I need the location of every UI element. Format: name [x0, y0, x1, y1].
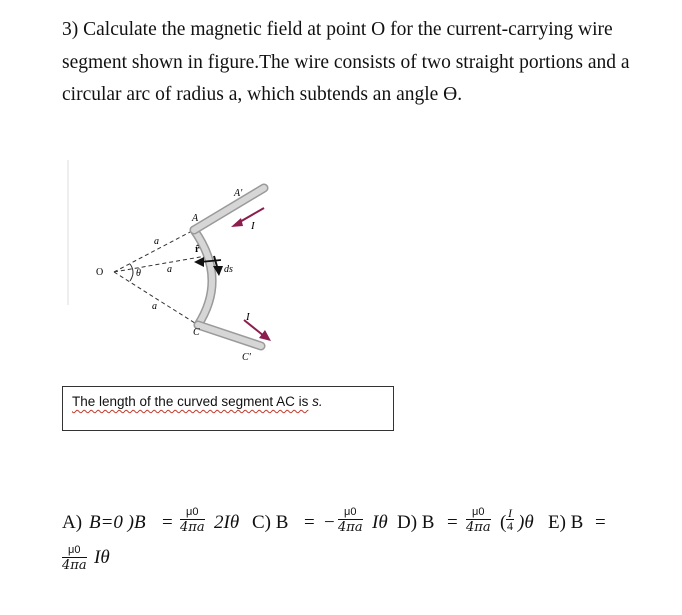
- caption-box: [62, 386, 394, 431]
- choice-e-label: E) B: [548, 512, 584, 533]
- wire-diagram: [66, 160, 326, 370]
- choice-b-fraction: [180, 505, 205, 536]
- choice-d-den: 4πa: [466, 520, 491, 535]
- current-arrowhead-bottom: [259, 330, 271, 341]
- label-c-point: C: [193, 327, 200, 338]
- choice-b-eq: =: [162, 512, 173, 533]
- caption-text: The length of the curved segment AC is: [72, 394, 309, 409]
- choice-c-fraction: [338, 505, 363, 536]
- choice-c-term: Iθ: [372, 512, 388, 533]
- choice-d-close: )θ: [518, 512, 534, 533]
- radius-bottom: [114, 272, 198, 325]
- current-arrowhead-top: [231, 218, 243, 227]
- wire-figure: [66, 160, 326, 370]
- caption: [72, 394, 323, 409]
- choice-d-open: (: [500, 512, 507, 533]
- label-c-prime: C': [242, 352, 251, 363]
- label-a-mid: a: [167, 264, 172, 275]
- label-ds: ds: [224, 264, 233, 275]
- angle-arc: [130, 264, 133, 281]
- choice-d-label: D) B: [397, 512, 435, 533]
- choice-a-label: A): [62, 512, 83, 533]
- choice-b-den: 4πa: [180, 520, 205, 535]
- label-a-bottom: a: [152, 301, 157, 312]
- label-r-hat: r̂: [195, 244, 200, 255]
- label-a-point: A: [192, 213, 199, 224]
- choice-d-eq: =: [447, 512, 458, 533]
- radius-mid: [114, 256, 206, 272]
- label-theta: θ: [136, 268, 141, 279]
- choice-e-eq: =: [595, 512, 606, 533]
- choice-c-mu0: μ0: [338, 505, 363, 520]
- choice-c-label: C) B: [252, 512, 289, 533]
- choice-e-mu0: μ0: [62, 543, 87, 558]
- answer-choices: [62, 500, 662, 590]
- label-o: O: [96, 267, 104, 278]
- choice-e-fraction: [62, 543, 87, 574]
- choice-e-term: Iθ: [94, 547, 110, 568]
- choice-c-eq: =: [304, 512, 315, 533]
- label-a-top: a: [154, 236, 159, 247]
- r-hat-arrowhead: [194, 257, 204, 267]
- question-text: 3) Calculate the magnetic field at point O for the current-carrying wire segment shown in figure.The wire consists of two straight portions and a circular arc of radius a, which subtends an angle ϴ.: [62, 19, 630, 105]
- choice-d-inner-den: 4: [507, 519, 513, 533]
- choice-a-expr: B=0 )B: [89, 512, 146, 533]
- choice-b-term: 2Iθ: [214, 512, 240, 533]
- choice-d-inner-num: I: [508, 506, 512, 520]
- label-i-bottom: I: [246, 311, 250, 323]
- choice-e-den: 4πa: [62, 558, 87, 573]
- choice-d-fraction: [466, 505, 491, 536]
- choice-b-mu0: μ0: [180, 505, 205, 520]
- choice-d-inner-fraction: [506, 508, 514, 533]
- label-a-prime: A': [234, 188, 243, 199]
- label-i-top: I: [251, 220, 255, 232]
- caption-symbol: s.: [312, 394, 323, 409]
- choice-d-mu0: μ0: [466, 505, 491, 520]
- choice-c-den: 4πa: [338, 520, 363, 535]
- choice-c-minus: −: [324, 512, 335, 533]
- wire-bottom: [198, 325, 261, 346]
